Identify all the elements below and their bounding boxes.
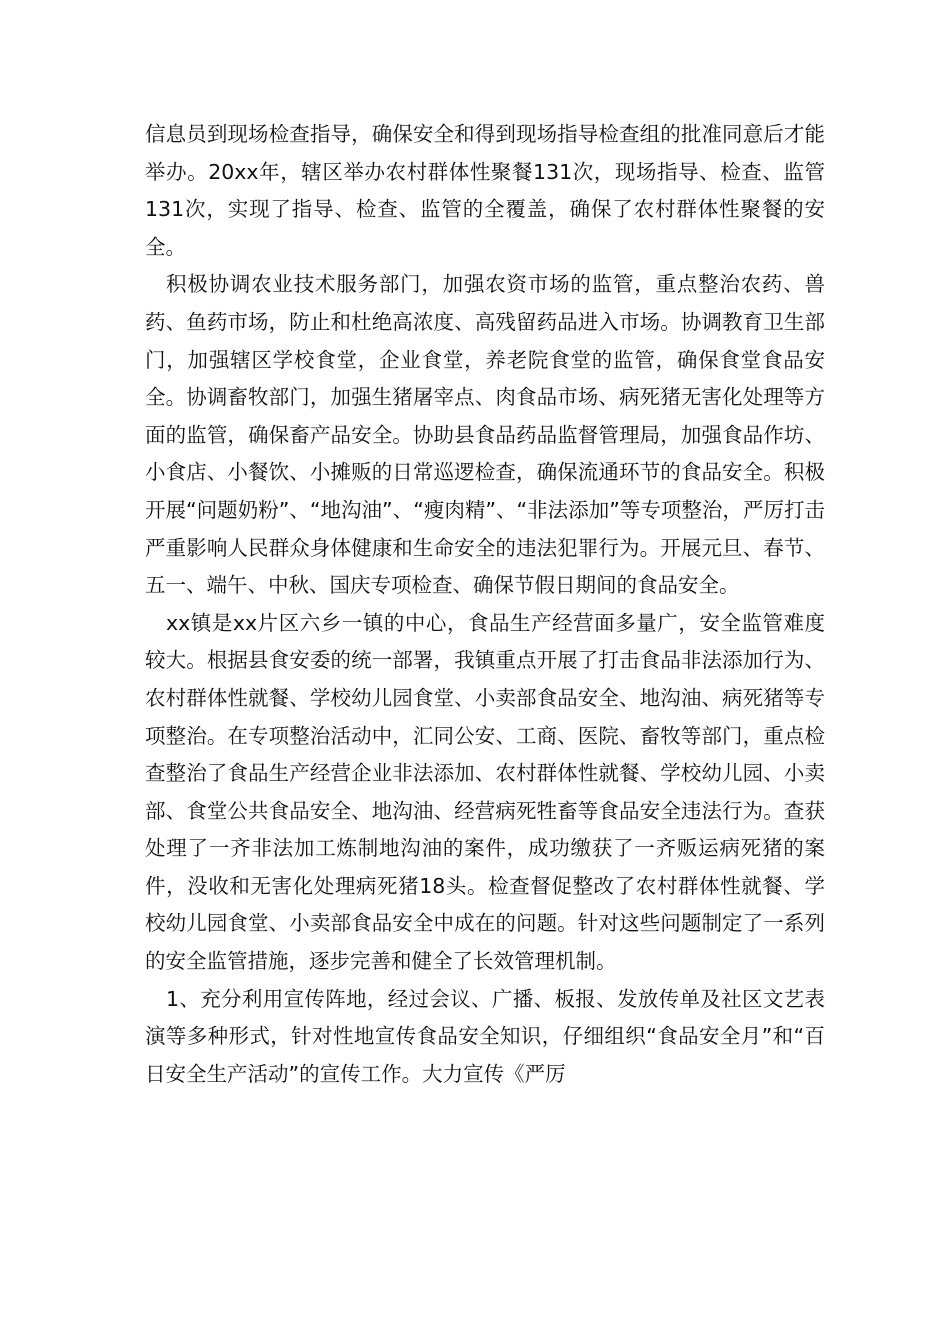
- paragraph-3: xx镇是xx片区六乡一镇的中心，食品生产经营面多量广，安全监管难度较大。根据县食安委的统一部署，我镇重点开展了打击食品非法添加行为、农村群体性就餐、学校幼儿园食堂、小卖部食品安全、地沟油、病死猪等专项整治。在专项整治活动中，汇同公安、工商、医院、畜牧等部门，重点检查整治了食品生产经营企业非法添加、农村群体性就餐、学校幼儿园、小卖部、食堂公共食品安全、地沟油、经营病死牲畜等食品安全违法行为。查获处理了一齐非法加工炼制地沟油的案件，成功缴获了一齐贩运病死猪的案件，没收和无害化处理病死猪18头。检查督促整改了农村群体性就餐、学校幼儿园食堂、小卖部食品安全中成在的问题。针对这些问题制定了一系列的安全监管措施，逐步完善和健全了长效管理机制。: [145, 610, 825, 974]
- paragraph-1: 信息员到现场检查指导，确保安全和得到现场指导检查组的批准同意后才能举办。20xx年，辖区举办农村群体性聚餐131次，现场指导、检查、监管131次，实现了指导、检查、监管的全覆盖，确保了农村群体性聚餐的安全。: [145, 122, 825, 259]
- document-body: [145, 116, 825, 1093]
- paragraph-4: 1、充分利用宣传阵地，经过会议、广播、板报、发放传单及社区文艺表演等多种形式，针对性地宣传食品安全知识，仔细组织“食品安全月”和“百日安全生产活动”的宣传工作。大力宣传《严厉: [145, 986, 825, 1086]
- paragraph-2: 积极协调农业技术服务部门，加强农资市场的监管，重点整治农药、兽药、鱼药市场，防止和杜绝高浓度、高残留药品进入市场。协调教育卫生部门，加强辖区学校食堂，企业食堂，养老院食堂的监管，确保食堂食品安全。协调畜牧部门，加强生猪屠宰点、肉食品市场、病死猪无害化处理等方面的监管，确保畜产品安全。协助县食品药品监督管理局，加强食品作坊、小食店、小餐饮、小摊贩的日常巡逻检查，确保流通环节的食品安全。积极开展“问题奶粉”、“地沟油”、“瘦肉精”、“非法添加”等专项整治，严厉打击严重影响人民群众身体健康和生命安全的违法犯罪行为。开展元旦、春节、五一、端午、中秋、国庆专项检查、确保节假日期间的食品安全。: [145, 272, 825, 598]
